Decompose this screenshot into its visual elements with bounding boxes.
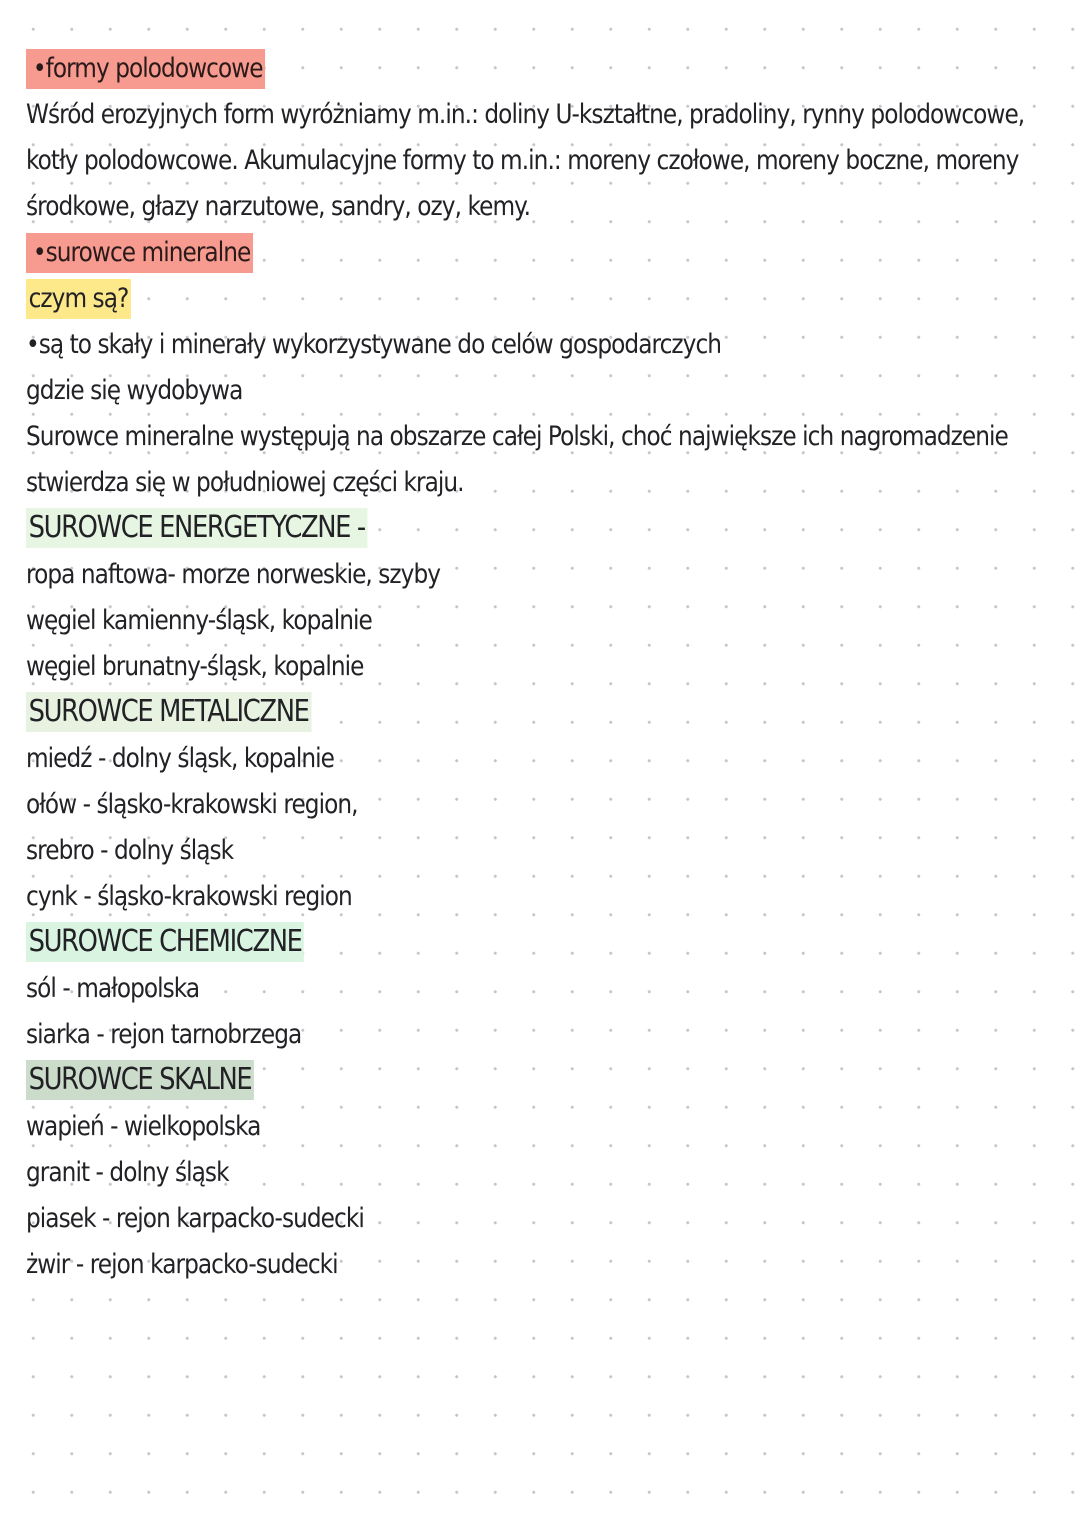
- list-item: piasek - rejon karpacko-sudecki: [26, 1203, 364, 1234]
- list-item: siarka - rejon tarnobrzega: [26, 1019, 302, 1050]
- highlight-green: SUROWCE CHEMICZNE: [26, 922, 304, 962]
- text-line: stwierdza się w południowej części kraju.: [26, 467, 464, 498]
- list-item: węgiel kamienny-śląsk, kopalnie: [26, 605, 372, 636]
- list-item: ropa naftowa- morze norweskie, szyby: [26, 559, 441, 590]
- heading-energy: [26, 506, 1049, 552]
- list-item: miedź - dolny śląsk, kopalnie: [26, 743, 335, 774]
- question-what: [26, 276, 1049, 322]
- heading-rock: [26, 1058, 1049, 1104]
- highlight-green: SUROWCE METALICZNE: [26, 692, 311, 732]
- highlight-red: •surowce mineralne: [26, 233, 253, 273]
- text-line: środkowe, głazy narzutowe, sandry, ozy, kemy.: [26, 191, 531, 222]
- list-item: cynk - śląsko-krakowski region: [26, 881, 352, 912]
- list-item: wapień - wielkopolska: [26, 1111, 261, 1142]
- list-item: żwir - rejon karpacko-sudecki: [26, 1249, 338, 1280]
- list-item: węgiel brunatny-śląsk, kopalnie: [26, 651, 364, 682]
- highlight-yellow: czym są?: [26, 279, 131, 319]
- list-item: sól - małopolska: [26, 973, 200, 1004]
- heading-glacial-forms: [26, 46, 1049, 92]
- heading-metallic: [26, 690, 1049, 736]
- question-where: gdzie się wydobywa: [26, 375, 243, 406]
- text-line: Wśród erozyjnych form wyróżniamy m.in.: doliny U-kształtne, pradoliny, rynny polodowcowe,: [26, 99, 1025, 130]
- heading-minerals: [26, 230, 1049, 276]
- heading-chemical: [26, 920, 1049, 966]
- answer-what: •są to skały i minerały wykorzystywane do celów gospodarczych: [26, 329, 722, 360]
- text-line: kotły polodowcowe. Akumulacyjne formy to m.in.: moreny czołowe, moreny boczne, moreny: [26, 145, 1019, 176]
- list-item: granit - dolny śląsk: [26, 1157, 229, 1188]
- text-line: Surowce mineralne występują na obszarze całej Polski, choć największe ich nagromadzenie: [26, 421, 1008, 452]
- list-item: ołów - śląsko-krakowski region,: [26, 789, 358, 820]
- notes-content: [26, 46, 1056, 1288]
- highlight-green: SUROWCE SKALNE: [26, 1060, 254, 1100]
- highlight-red: •formy polodowcowe: [26, 49, 265, 89]
- highlight-green: SUROWCE ENERGETYCZNE -: [26, 508, 367, 548]
- list-item: srebro - dolny śląsk: [26, 835, 234, 866]
